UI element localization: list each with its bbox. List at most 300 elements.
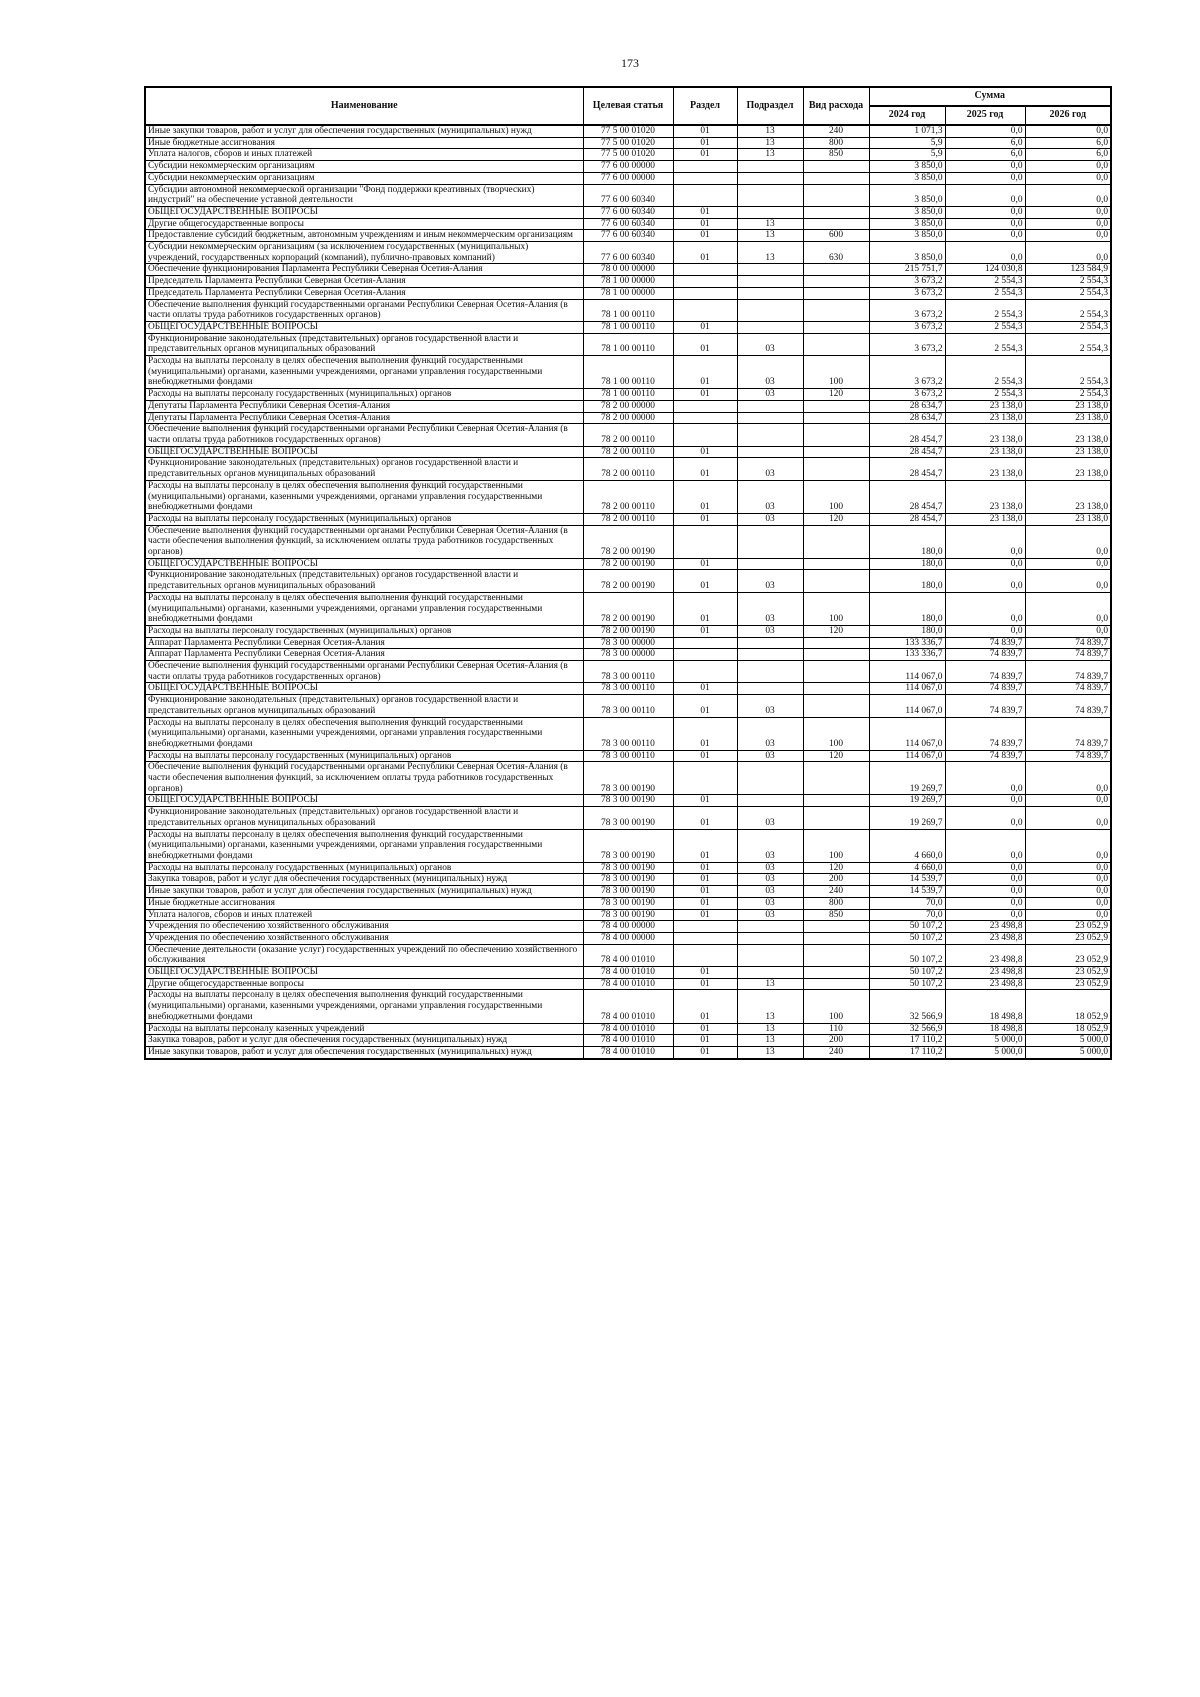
row-sum-2026: 2 554,3 bbox=[1025, 287, 1111, 299]
row-section: 01 bbox=[673, 990, 737, 1023]
row-sum-2025: 23 498,8 bbox=[945, 921, 1025, 933]
row-section: 01 bbox=[673, 230, 737, 242]
row-expense-type bbox=[803, 400, 869, 412]
row-section: 01 bbox=[673, 321, 737, 333]
row-sum-2026: 0,0 bbox=[1025, 206, 1111, 218]
row-sum-2025: 23 138,0 bbox=[945, 446, 1025, 458]
row-expense-type: 240 bbox=[803, 886, 869, 898]
row-sum-2024: 180,0 bbox=[869, 525, 945, 558]
row-expense-type: 100 bbox=[803, 356, 869, 389]
row-section: 01 bbox=[673, 967, 737, 979]
row-code: 78 3 00 00190 bbox=[583, 874, 673, 886]
row-expense-type bbox=[803, 944, 869, 966]
row-name: Обеспечение выполнения функций государственными органами Республики Северная Осетия-Алания (в части оплаты труда работников государственных органов) bbox=[145, 299, 583, 321]
row-section: 01 bbox=[673, 807, 737, 829]
row-code: 78 1 00 00110 bbox=[583, 333, 673, 355]
row-subsection: 03 bbox=[737, 625, 803, 637]
row-sum-2024: 114 067,0 bbox=[869, 695, 945, 717]
row-sum-2025: 2 554,3 bbox=[945, 299, 1025, 321]
row-sum-2024: 17 110,2 bbox=[869, 1046, 945, 1058]
row-sum-2024: 28 454,7 bbox=[869, 446, 945, 458]
table-row bbox=[145, 649, 1111, 661]
row-sum-2025: 2 554,3 bbox=[945, 276, 1025, 288]
row-section: 01 bbox=[673, 717, 737, 750]
row-code: 78 4 00 01010 bbox=[583, 978, 673, 990]
table-row bbox=[145, 967, 1111, 979]
row-sum-2026: 2 554,3 bbox=[1025, 356, 1111, 389]
row-code: 78 1 00 00110 bbox=[583, 389, 673, 401]
row-name: ОБЩЕГОСУДАРСТВЕННЫЕ ВОПРОСЫ bbox=[145, 967, 583, 979]
row-name: Расходы на выплаты персоналу в целях обеспечения выполнения функций государственными (муниципальными) органами, казенными учреждениями, органами управления государственными внебюджетными фондами bbox=[145, 480, 583, 513]
row-sum-2026: 0,0 bbox=[1025, 862, 1111, 874]
row-expense-type: 850 bbox=[803, 149, 869, 161]
table-row bbox=[145, 637, 1111, 649]
row-code: 78 1 00 00110 bbox=[583, 321, 673, 333]
row-sum-2025: 2 554,3 bbox=[945, 389, 1025, 401]
row-sum-2024: 3 673,2 bbox=[869, 389, 945, 401]
row-code: 78 4 00 00000 bbox=[583, 932, 673, 944]
row-sum-2024: 180,0 bbox=[869, 558, 945, 570]
row-sum-2026: 0,0 bbox=[1025, 874, 1111, 886]
row-subsection bbox=[737, 683, 803, 695]
row-expense-type bbox=[803, 637, 869, 649]
row-sum-2025: 0,0 bbox=[945, 862, 1025, 874]
row-sum-2025: 23 138,0 bbox=[945, 480, 1025, 513]
row-expense-type bbox=[803, 424, 869, 446]
row-section: 01 bbox=[673, 242, 737, 264]
row-sum-2025: 0,0 bbox=[945, 184, 1025, 206]
row-sum-2024: 5,9 bbox=[869, 137, 945, 149]
row-sum-2026: 0,0 bbox=[1025, 184, 1111, 206]
row-sum-2024: 3 850,0 bbox=[869, 230, 945, 242]
table-row bbox=[145, 299, 1111, 321]
row-section bbox=[673, 287, 737, 299]
row-sum-2025: 0,0 bbox=[945, 242, 1025, 264]
table-row bbox=[145, 1023, 1111, 1035]
row-subsection bbox=[737, 525, 803, 558]
row-expense-type bbox=[803, 299, 869, 321]
row-section bbox=[673, 400, 737, 412]
table-row bbox=[145, 287, 1111, 299]
row-name: Учреждения по обеспечению хозяйственного обслуживания bbox=[145, 921, 583, 933]
row-name: Учреждения по обеспечению хозяйственного обслуживания bbox=[145, 932, 583, 944]
row-subsection: 03 bbox=[737, 333, 803, 355]
row-expense-type bbox=[803, 287, 869, 299]
row-expense-type: 110 bbox=[803, 1023, 869, 1035]
table-row bbox=[145, 412, 1111, 424]
row-expense-type bbox=[803, 932, 869, 944]
row-expense-type: 100 bbox=[803, 717, 869, 750]
table-row bbox=[145, 717, 1111, 750]
row-expense-type: 240 bbox=[803, 125, 869, 137]
row-section: 01 bbox=[673, 695, 737, 717]
row-sum-2024: 180,0 bbox=[869, 625, 945, 637]
row-sum-2025: 0,0 bbox=[945, 829, 1025, 862]
row-name: Субсидии автономной некоммерческой организации "Фонд поддержки креативных (творческих) индустрий" на обеспечение уставной деятельности bbox=[145, 184, 583, 206]
row-expense-type bbox=[803, 218, 869, 230]
row-expense-type bbox=[803, 333, 869, 355]
row-sum-2024: 3 673,2 bbox=[869, 276, 945, 288]
row-code: 78 3 00 00190 bbox=[583, 829, 673, 862]
row-code: 77 6 00 60340 bbox=[583, 230, 673, 242]
row-sum-2025: 23 138,0 bbox=[945, 458, 1025, 480]
header-year-2026: 2026 год bbox=[1025, 106, 1111, 125]
row-sum-2026: 0,0 bbox=[1025, 897, 1111, 909]
table-row bbox=[145, 356, 1111, 389]
row-sum-2025: 5 000,0 bbox=[945, 1035, 1025, 1047]
row-sum-2026: 0,0 bbox=[1025, 218, 1111, 230]
row-code: 78 3 00 00110 bbox=[583, 750, 673, 762]
row-sum-2025: 23 498,8 bbox=[945, 932, 1025, 944]
row-expense-type bbox=[803, 276, 869, 288]
row-code: 78 3 00 00000 bbox=[583, 649, 673, 661]
row-sum-2024: 3 850,0 bbox=[869, 218, 945, 230]
row-name: Расходы на выплаты персоналу государственных (муниципальных) органов bbox=[145, 750, 583, 762]
table-row bbox=[145, 874, 1111, 886]
row-subsection: 03 bbox=[737, 513, 803, 525]
row-section bbox=[673, 161, 737, 173]
row-name: Расходы на выплаты персоналу в целях обеспечения выполнения функций государственными (муниципальными) органами, казенными учреждениями, органами управления государственными внебюджетными фондами bbox=[145, 592, 583, 625]
row-expense-type: 120 bbox=[803, 750, 869, 762]
row-expense-type: 850 bbox=[803, 909, 869, 921]
row-name: Обеспечение деятельности (оказание услуг) государственных учреждений по обеспечению хозяйственного обслуживания bbox=[145, 944, 583, 966]
row-subsection bbox=[737, 321, 803, 333]
row-sum-2024: 28 454,7 bbox=[869, 513, 945, 525]
row-code: 78 3 00 00190 bbox=[583, 862, 673, 874]
row-subsection bbox=[737, 184, 803, 206]
row-subsection: 13 bbox=[737, 990, 803, 1023]
table-row bbox=[145, 661, 1111, 683]
row-sum-2025: 74 839,7 bbox=[945, 649, 1025, 661]
table-row bbox=[145, 558, 1111, 570]
row-subsection bbox=[737, 299, 803, 321]
row-sum-2026: 23 052,9 bbox=[1025, 978, 1111, 990]
row-sum-2025: 0,0 bbox=[945, 230, 1025, 242]
row-sum-2025: 0,0 bbox=[945, 762, 1025, 795]
row-expense-type bbox=[803, 412, 869, 424]
row-code: 78 4 00 01010 bbox=[583, 1023, 673, 1035]
row-sum-2024: 114 067,0 bbox=[869, 750, 945, 762]
row-code: 78 3 00 00190 bbox=[583, 886, 673, 898]
row-name: Обеспечение выполнения функций государственными органами Республики Северная Осетия-Алания (в части обеспечения выполнения функций, за исключением оплаты труда работников государственных органов) bbox=[145, 762, 583, 795]
row-code: 78 4 00 01010 bbox=[583, 967, 673, 979]
row-sum-2024: 114 067,0 bbox=[869, 717, 945, 750]
row-sum-2024: 28 634,7 bbox=[869, 400, 945, 412]
row-expense-type bbox=[803, 446, 869, 458]
table-body bbox=[145, 125, 1111, 1059]
row-section bbox=[673, 299, 737, 321]
row-section: 01 bbox=[673, 149, 737, 161]
row-expense-type bbox=[803, 206, 869, 218]
row-sum-2024: 3 673,2 bbox=[869, 356, 945, 389]
row-code: 77 5 00 01020 bbox=[583, 137, 673, 149]
row-sum-2025: 0,0 bbox=[945, 525, 1025, 558]
row-section: 01 bbox=[673, 458, 737, 480]
row-sum-2024: 19 269,7 bbox=[869, 795, 945, 807]
row-subsection bbox=[737, 161, 803, 173]
row-code: 78 4 00 00000 bbox=[583, 921, 673, 933]
row-sum-2024: 28 454,7 bbox=[869, 458, 945, 480]
row-sum-2026: 0,0 bbox=[1025, 525, 1111, 558]
row-code: 78 2 00 00190 bbox=[583, 558, 673, 570]
row-sum-2024: 133 336,7 bbox=[869, 649, 945, 661]
row-subsection: 13 bbox=[737, 149, 803, 161]
row-sum-2026: 0,0 bbox=[1025, 242, 1111, 264]
row-expense-type bbox=[803, 661, 869, 683]
row-name: Другие общегосударственные вопросы bbox=[145, 218, 583, 230]
row-code: 78 2 00 00110 bbox=[583, 458, 673, 480]
row-section: 01 bbox=[673, 125, 737, 137]
row-expense-type bbox=[803, 558, 869, 570]
row-expense-type: 120 bbox=[803, 513, 869, 525]
row-expense-type bbox=[803, 683, 869, 695]
row-name: Функционирование законодательных (представительных) органов государственной власти и представительных органов муниципальных образований bbox=[145, 333, 583, 355]
row-section: 01 bbox=[673, 795, 737, 807]
row-section: 01 bbox=[673, 137, 737, 149]
row-sum-2026: 123 584,9 bbox=[1025, 264, 1111, 276]
row-expense-type bbox=[803, 184, 869, 206]
row-code: 78 3 00 00190 bbox=[583, 807, 673, 829]
row-code: 78 3 00 00190 bbox=[583, 897, 673, 909]
row-sum-2026: 0,0 bbox=[1025, 807, 1111, 829]
row-sum-2025: 2 554,3 bbox=[945, 321, 1025, 333]
row-expense-type bbox=[803, 525, 869, 558]
row-subsection bbox=[737, 276, 803, 288]
row-expense-type: 120 bbox=[803, 389, 869, 401]
row-section: 01 bbox=[673, 897, 737, 909]
header-name: Наименование bbox=[145, 87, 583, 125]
row-sum-2024: 3 673,2 bbox=[869, 287, 945, 299]
row-section bbox=[673, 276, 737, 288]
table-row bbox=[145, 400, 1111, 412]
row-subsection bbox=[737, 558, 803, 570]
row-sum-2026: 0,0 bbox=[1025, 829, 1111, 862]
row-section: 01 bbox=[673, 446, 737, 458]
row-name: Иные бюджетные ассигнования bbox=[145, 137, 583, 149]
table-row bbox=[145, 206, 1111, 218]
row-sum-2025: 74 839,7 bbox=[945, 695, 1025, 717]
row-sum-2026: 18 052,9 bbox=[1025, 990, 1111, 1023]
row-code: 78 3 00 00110 bbox=[583, 695, 673, 717]
row-subsection bbox=[737, 932, 803, 944]
header-expense-type: Вид расхода bbox=[803, 87, 869, 125]
row-sum-2025: 2 554,3 bbox=[945, 356, 1025, 389]
row-code: 77 5 00 01020 bbox=[583, 125, 673, 137]
row-section: 01 bbox=[673, 683, 737, 695]
row-sum-2025: 23 498,8 bbox=[945, 944, 1025, 966]
table-row bbox=[145, 218, 1111, 230]
row-section: 01 bbox=[673, 1046, 737, 1058]
row-section bbox=[673, 172, 737, 184]
row-subsection: 03 bbox=[737, 389, 803, 401]
row-name: Аппарат Парламента Республики Северная Осетия-Алания bbox=[145, 637, 583, 649]
table-row bbox=[145, 184, 1111, 206]
row-name: Функционирование законодательных (представительных) органов государственной власти и представительных органов муниципальных образований bbox=[145, 458, 583, 480]
row-code: 78 4 00 01010 bbox=[583, 1035, 673, 1047]
row-expense-type bbox=[803, 649, 869, 661]
header-subsection: Подраздел bbox=[737, 87, 803, 125]
row-name: ОБЩЕГОСУДАРСТВЕННЫЕ ВОПРОСЫ bbox=[145, 446, 583, 458]
row-code: 78 2 00 00190 bbox=[583, 570, 673, 592]
row-name: Иные закупки товаров, работ и услуг для обеспечения государственных (муниципальных) нужд bbox=[145, 1046, 583, 1058]
table-row bbox=[145, 990, 1111, 1023]
table-row bbox=[145, 242, 1111, 264]
row-sum-2026: 74 839,7 bbox=[1025, 717, 1111, 750]
row-code: 77 6 00 00000 bbox=[583, 172, 673, 184]
row-sum-2024: 14 539,7 bbox=[869, 886, 945, 898]
row-section bbox=[673, 921, 737, 933]
row-subsection: 13 bbox=[737, 1035, 803, 1047]
row-section: 01 bbox=[673, 886, 737, 898]
row-section: 01 bbox=[673, 513, 737, 525]
row-sum-2024: 32 566,9 bbox=[869, 990, 945, 1023]
table-row bbox=[145, 424, 1111, 446]
row-subsection: 03 bbox=[737, 829, 803, 862]
row-sum-2025: 6,0 bbox=[945, 137, 1025, 149]
row-expense-type bbox=[803, 264, 869, 276]
row-subsection bbox=[737, 661, 803, 683]
row-expense-type bbox=[803, 321, 869, 333]
row-name: ОБЩЕГОСУДАРСТВЕННЫЕ ВОПРОСЫ bbox=[145, 321, 583, 333]
row-section bbox=[673, 525, 737, 558]
row-code: 77 6 00 60340 bbox=[583, 242, 673, 264]
row-expense-type: 120 bbox=[803, 625, 869, 637]
row-expense-type bbox=[803, 978, 869, 990]
row-expense-type bbox=[803, 921, 869, 933]
row-sum-2025: 0,0 bbox=[945, 807, 1025, 829]
row-name: Функционирование законодательных (представительных) органов государственной власти и представительных органов муниципальных образований bbox=[145, 807, 583, 829]
row-section bbox=[673, 932, 737, 944]
row-sum-2026: 23 138,0 bbox=[1025, 446, 1111, 458]
row-section bbox=[673, 637, 737, 649]
row-sum-2026: 23 138,0 bbox=[1025, 424, 1111, 446]
row-subsection: 03 bbox=[737, 592, 803, 625]
row-section bbox=[673, 649, 737, 661]
row-subsection bbox=[737, 400, 803, 412]
row-sum-2026: 0,0 bbox=[1025, 230, 1111, 242]
row-code: 78 3 00 00000 bbox=[583, 637, 673, 649]
row-name: Расходы на выплаты персоналу казенных учреждений bbox=[145, 1023, 583, 1035]
table-row bbox=[145, 172, 1111, 184]
row-sum-2026: 0,0 bbox=[1025, 909, 1111, 921]
row-sum-2024: 28 454,7 bbox=[869, 424, 945, 446]
row-code: 78 2 00 00190 bbox=[583, 525, 673, 558]
row-sum-2024: 3 850,0 bbox=[869, 184, 945, 206]
row-name: Расходы на выплаты персоналу государственных (муниципальных) органов bbox=[145, 389, 583, 401]
row-sum-2026: 0,0 bbox=[1025, 592, 1111, 625]
row-sum-2026: 0,0 bbox=[1025, 625, 1111, 637]
row-sum-2025: 74 839,7 bbox=[945, 717, 1025, 750]
row-name: Расходы на выплаты персоналу в целях обеспечения выполнения функций государственными (муниципальными) органами, казенными учреждениями, органами управления государственными внебюджетными фондами bbox=[145, 356, 583, 389]
row-sum-2024: 50 107,2 bbox=[869, 978, 945, 990]
row-sum-2026: 23 052,9 bbox=[1025, 921, 1111, 933]
row-sum-2026: 74 839,7 bbox=[1025, 637, 1111, 649]
row-name: Уплата налогов, сборов и иных платежей bbox=[145, 149, 583, 161]
row-sum-2026: 0,0 bbox=[1025, 172, 1111, 184]
row-sum-2025: 23 138,0 bbox=[945, 400, 1025, 412]
row-subsection: 13 bbox=[737, 978, 803, 990]
row-name: ОБЩЕГОСУДАРСТВЕННЫЕ ВОПРОСЫ bbox=[145, 558, 583, 570]
row-name: Обеспечение выполнения функций государственными органами Республики Северная Осетия-Алания (в части обеспечения выполнения функций, за исключением оплаты труда работников государственных органов) bbox=[145, 525, 583, 558]
row-code: 78 3 00 00190 bbox=[583, 909, 673, 921]
row-subsection: 13 bbox=[737, 1046, 803, 1058]
row-name: Расходы на выплаты персоналу государственных (муниципальных) органов bbox=[145, 625, 583, 637]
table-row bbox=[145, 932, 1111, 944]
row-sum-2026: 23 052,9 bbox=[1025, 967, 1111, 979]
row-subsection bbox=[737, 424, 803, 446]
row-code: 78 1 00 00000 bbox=[583, 276, 673, 288]
row-code: 78 1 00 00110 bbox=[583, 356, 673, 389]
table-row bbox=[145, 230, 1111, 242]
row-sum-2024: 17 110,2 bbox=[869, 1035, 945, 1047]
row-name: Уплата налогов, сборов и иных платежей bbox=[145, 909, 583, 921]
row-code: 77 6 00 60340 bbox=[583, 184, 673, 206]
row-code: 78 2 00 00190 bbox=[583, 592, 673, 625]
row-name: Субсидии некоммерческим организациям bbox=[145, 161, 583, 173]
row-sum-2026: 0,0 bbox=[1025, 570, 1111, 592]
row-expense-type: 630 bbox=[803, 242, 869, 264]
row-subsection: 03 bbox=[737, 807, 803, 829]
row-expense-type bbox=[803, 795, 869, 807]
row-subsection bbox=[737, 172, 803, 184]
row-subsection: 03 bbox=[737, 458, 803, 480]
row-section: 01 bbox=[673, 218, 737, 230]
table-row bbox=[145, 625, 1111, 637]
row-sum-2024: 1 071,3 bbox=[869, 125, 945, 137]
row-sum-2026: 0,0 bbox=[1025, 795, 1111, 807]
row-expense-type: 200 bbox=[803, 1035, 869, 1047]
table-row bbox=[145, 921, 1111, 933]
table-row bbox=[145, 137, 1111, 149]
row-section bbox=[673, 264, 737, 276]
row-subsection: 03 bbox=[737, 570, 803, 592]
row-code: 78 2 00 00110 bbox=[583, 446, 673, 458]
row-sum-2024: 4 660,0 bbox=[869, 862, 945, 874]
row-sum-2025: 18 498,8 bbox=[945, 990, 1025, 1023]
row-name: Другие общегосударственные вопросы bbox=[145, 978, 583, 990]
row-sum-2026: 6,0 bbox=[1025, 149, 1111, 161]
row-section: 01 bbox=[673, 570, 737, 592]
row-name: Предоставление субсидий бюджетным, автономным учреждениям и иным некоммерческим организациям bbox=[145, 230, 583, 242]
row-subsection bbox=[737, 264, 803, 276]
row-sum-2026: 74 839,7 bbox=[1025, 695, 1111, 717]
row-sum-2026: 74 839,7 bbox=[1025, 661, 1111, 683]
row-sum-2025: 0,0 bbox=[945, 206, 1025, 218]
table-row bbox=[145, 695, 1111, 717]
row-section: 01 bbox=[673, 356, 737, 389]
row-subsection: 03 bbox=[737, 886, 803, 898]
row-code: 78 4 00 01010 bbox=[583, 1046, 673, 1058]
row-section: 01 bbox=[673, 333, 737, 355]
row-sum-2026: 2 554,3 bbox=[1025, 389, 1111, 401]
table-row bbox=[145, 458, 1111, 480]
row-name: Председатель Парламента Республики Северная Осетия-Алания bbox=[145, 287, 583, 299]
row-sum-2025: 6,0 bbox=[945, 149, 1025, 161]
row-sum-2024: 3 850,0 bbox=[869, 172, 945, 184]
row-code: 78 2 00 00000 bbox=[583, 412, 673, 424]
row-section bbox=[673, 412, 737, 424]
table-row bbox=[145, 321, 1111, 333]
row-sum-2026: 2 554,3 bbox=[1025, 321, 1111, 333]
row-expense-type: 600 bbox=[803, 230, 869, 242]
table-row bbox=[145, 909, 1111, 921]
row-expense-type: 100 bbox=[803, 480, 869, 513]
row-code: 78 2 00 00190 bbox=[583, 625, 673, 637]
row-sum-2026: 23 052,9 bbox=[1025, 932, 1111, 944]
row-section: 01 bbox=[673, 829, 737, 862]
row-code: 77 6 00 60340 bbox=[583, 218, 673, 230]
row-sum-2025: 0,0 bbox=[945, 625, 1025, 637]
